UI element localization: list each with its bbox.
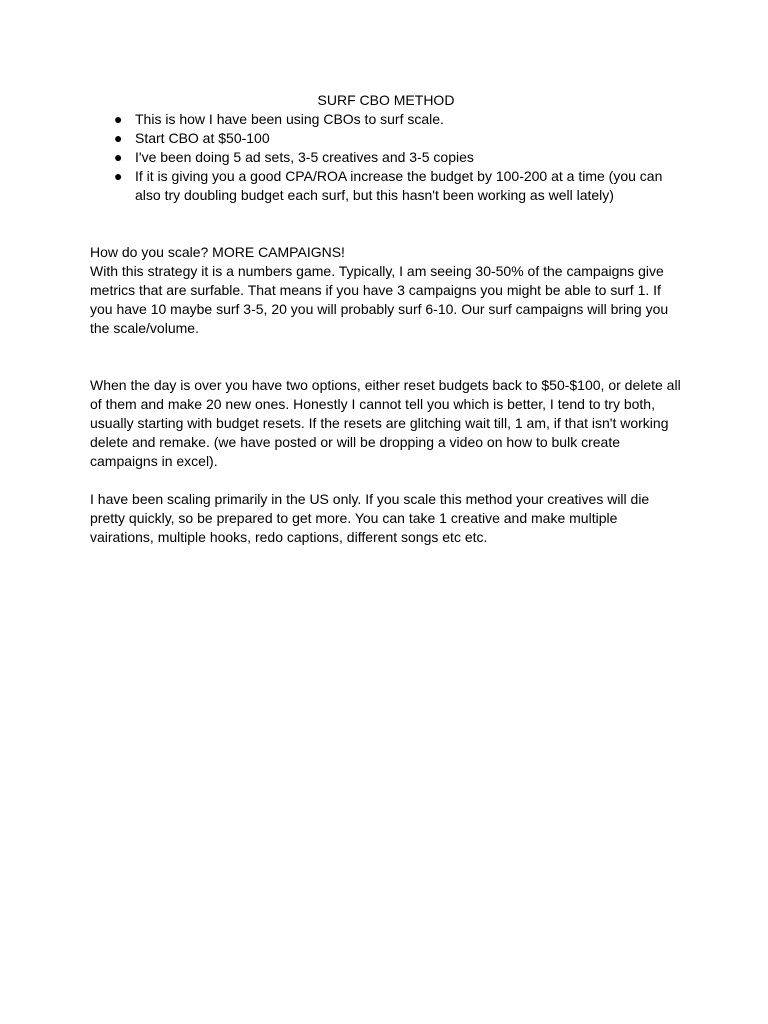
list-item-text: Start CBO at $50-100 xyxy=(135,130,270,146)
document-page xyxy=(90,91,682,547)
list-item xyxy=(90,110,682,129)
list-item-text: This is how I have been using CBOs to surf scale. xyxy=(135,111,444,127)
us-scaling-paragraph: I have been scaling primarily in the US only. If you scale this method your creatives will die pretty quickly, so be prepared to get more. You can take 1 creative and make multiple vairations, multiple hooks, redo captions, different songs etc etc. xyxy=(90,491,650,545)
list-item xyxy=(90,148,682,167)
scale-paragraph: With this strategy it is a numbers game. Typically, I am seeing 30-50% of the campaigns give metrics that are surfable. That means if you have 3 campaigns you might be able to surf 1. If you have 10 maybe surf 3-5, 20 you will probably surf 6-10. Our surf campaigns will bring you the scale/volume. xyxy=(90,263,669,336)
bullet-icon: ● xyxy=(114,111,123,127)
list-item-text: If it is giving you a good CPA/ROA increase the budget by 100-200 at a time (you can also try doubling budget each surf, but this hasn't been working as well lately) xyxy=(135,168,663,203)
spacer xyxy=(90,338,682,376)
bullet-list xyxy=(90,110,682,205)
spacer xyxy=(90,471,682,490)
bullet-icon: ● xyxy=(114,149,123,165)
scale-heading: How do you scale? MORE CAMPAIGNS! xyxy=(90,244,345,260)
document-title: SURF CBO METHOD xyxy=(317,92,455,108)
spacer xyxy=(90,205,682,243)
bullet-icon: ● xyxy=(114,130,123,146)
list-item xyxy=(90,167,682,205)
list-item xyxy=(90,129,682,148)
bullet-icon: ● xyxy=(114,168,123,184)
day-over-paragraph: When the day is over you have two options, either reset budgets back to $50-$100, or delete all of them and make 20 new ones. Honestly I cannot tell you which is better, I tend to try both, usually starting with budget resets. If the resets are glitching wait till, 1 am, if that isn't working delete and remake. (we have posted or will be dropping a video on how to bulk create campaigns in excel). xyxy=(90,377,681,469)
list-item-text: I've been doing 5 ad sets, 3-5 creatives and 3-5 copies xyxy=(135,149,474,165)
